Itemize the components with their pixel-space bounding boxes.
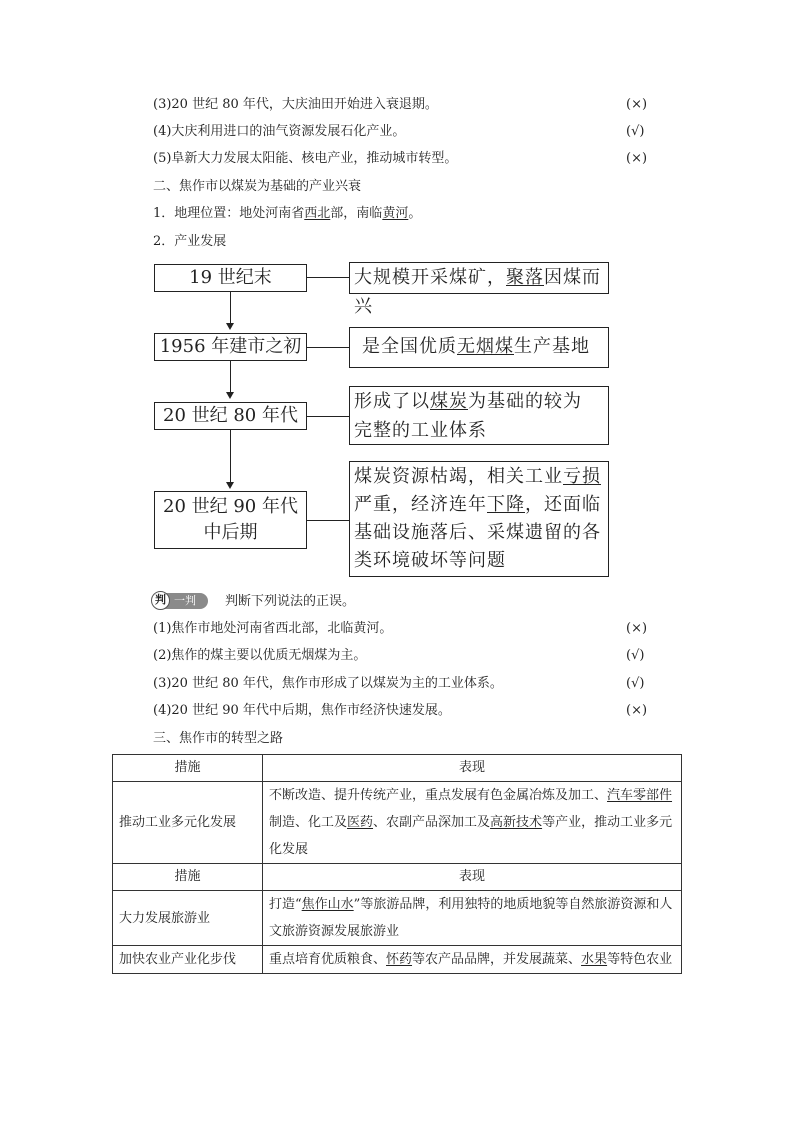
arrow-down-icon bbox=[226, 323, 234, 330]
performance-cell: 不断改造、提升传统产业，重点发展有色金属冶炼及加工、汽车零部件制造、化工及医药、农副产品深加工及高新技术等产业，推动工业多元化发展 bbox=[263, 782, 682, 864]
development-heading: 2．产业发展 bbox=[153, 234, 227, 249]
judge1-answer-4: (√) bbox=[626, 124, 645, 139]
header-performance: 表现 bbox=[263, 864, 682, 891]
stage-4-desc: 煤炭资源枯竭，相关工业亏损 严重，经济连年下降，还面临 基础设施落后、采煤遗留的各 类环境破坏等问题 bbox=[349, 461, 609, 577]
judge1-item-3: (3)20 世纪 80 年代，大庆油田开始进入衰退期。 bbox=[153, 97, 438, 112]
stage-2-label: 1956 年建市之初 bbox=[154, 333, 307, 361]
arrow-down-icon bbox=[226, 482, 234, 489]
judge1-answer-5: (×) bbox=[626, 151, 648, 166]
judge2-answer-3: (√) bbox=[626, 676, 645, 691]
judge2-item-1: (1)焦作市地处河南省西北部，北临黄河。 bbox=[153, 621, 393, 636]
table-row bbox=[113, 891, 682, 946]
stage-1-desc: 大规模开采煤矿，聚落因煤而兴 bbox=[349, 262, 609, 294]
underlined-northwest: 西北 bbox=[304, 206, 331, 221]
location-line: 1．地理位置：地处河南省西北部，南临黄河。 bbox=[153, 206, 422, 221]
connector-4 bbox=[307, 520, 349, 521]
stage-2-desc: 是全国优质无烟煤生产基地 bbox=[349, 327, 609, 368]
measure-cell: 加快农业产业化步伐 bbox=[113, 946, 263, 974]
measure-cell: 大力发展旅游业 bbox=[113, 891, 263, 946]
stage-1-label: 19 世纪末 bbox=[154, 264, 307, 292]
judge1-item-5: (5)阜新大力发展太阳能、核电产业，推动城市转型。 bbox=[153, 151, 458, 166]
connector-2 bbox=[307, 347, 349, 348]
judge2-item-4: (4)20 世纪 90 年代中后期，焦作市经济快速发展。 bbox=[153, 703, 451, 718]
arrow-line-2 bbox=[230, 361, 231, 392]
judge1-item-4: (4)大庆利用进口的油气资源发展石化产业。 bbox=[153, 124, 406, 139]
header-measure: 措施 bbox=[113, 864, 263, 891]
section3-title: 三、焦作市的转型之路 bbox=[153, 731, 284, 746]
table-header-row bbox=[113, 755, 682, 782]
measure-cell: 推动工业多元化发展 bbox=[113, 782, 263, 864]
connector-1 bbox=[307, 277, 349, 278]
judge2-item-2: (2)焦作的煤主要以优质无烟煤为主。 bbox=[153, 648, 367, 663]
judge2-instruction: 判断下列说法的正误。 bbox=[225, 594, 356, 609]
table-row bbox=[113, 946, 682, 974]
arrow-line-3 bbox=[230, 430, 231, 482]
judge2-answer-2: (√) bbox=[626, 648, 645, 663]
judge2-answer-1: (×) bbox=[626, 621, 648, 636]
judge2-item-3: (3)20 世纪 80 年代，焦作市形成了以煤炭为主的工业体系。 bbox=[153, 676, 503, 691]
table-header-row bbox=[113, 864, 682, 891]
connector-3 bbox=[307, 416, 349, 417]
arrow-line-1 bbox=[230, 292, 231, 323]
stage-3-label: 20 世纪 80 年代 bbox=[154, 402, 307, 430]
underlined-yellow-river: 黄河 bbox=[382, 206, 409, 221]
judge-badge-text: 一判 bbox=[174, 594, 196, 607]
table-row bbox=[113, 782, 682, 864]
measures-table bbox=[112, 754, 682, 974]
judge-badge bbox=[152, 593, 208, 609]
performance-cell: 重点培育优质粮食、怀药等农产品品牌，并发展蔬菜、水果等特色农业 bbox=[263, 946, 682, 974]
header-performance: 表现 bbox=[263, 755, 682, 782]
judge2-answer-4: (×) bbox=[626, 703, 648, 718]
stage-4-label: 20 世纪 90 年代 中后期 bbox=[154, 491, 307, 549]
stage-3-desc: 形成了以煤炭为基础的较为 完整的工业体系 bbox=[349, 386, 609, 445]
section2-title: 二、焦作市以煤炭为基础的产业兴衰 bbox=[153, 179, 362, 194]
arrow-down-icon bbox=[226, 392, 234, 399]
performance-cell: 打造“焦作山水”等旅游品牌，利用独特的地质地貌等自然旅游资源和人文旅游资源发展旅游业 bbox=[263, 891, 682, 946]
judge-badge-icon: 判 bbox=[151, 591, 170, 610]
judge1-answer-3: (×) bbox=[626, 97, 648, 112]
header-measure: 措施 bbox=[113, 755, 263, 782]
